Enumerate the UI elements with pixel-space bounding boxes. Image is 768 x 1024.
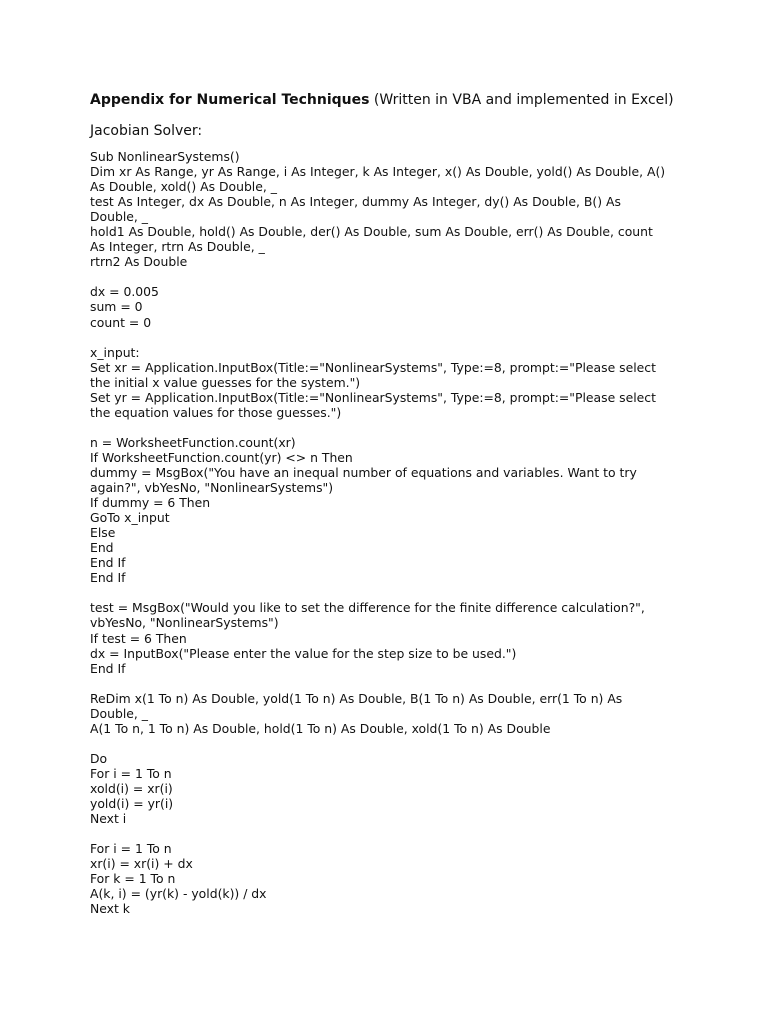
code-line: xold(i) = xr(i): [90, 780, 173, 796]
vba-code-block: [90, 149, 680, 916]
code-line: Do: [90, 750, 108, 766]
code-line: As Double, xold() As Double, _: [90, 179, 277, 195]
code-line: Dim xr As Range, yr As Range, i As Integer, k As Integer, x() As Double, yold() As Double, A(): [90, 164, 666, 180]
code-line: x_input:: [90, 344, 140, 360]
appendix-title: Appendix for Numerical Techniques: [90, 92, 370, 108]
code-line: n = WorksheetFunction.count(xr): [90, 434, 296, 450]
code-line: Else: [90, 525, 116, 541]
code-line: A(1 To n, 1 To n) As Double, hold(1 To n) As Double, xold(1 To n) As Double: [90, 720, 551, 736]
code-line: [90, 420, 680, 435]
code-line: For k = 1 To n: [90, 871, 176, 887]
code-line: [90, 269, 680, 284]
code-line: hold1 As Double, hold() As Double, der() As Double, sum As Double, err() As Double, count: [90, 224, 653, 240]
section-subheading: Jacobian Solver:: [90, 123, 203, 139]
code-line: dx = InputBox("Please enter the value for the step size to be used."): [90, 645, 517, 661]
document-page: [90, 0, 690, 1024]
code-line: GoTo x_input: [90, 510, 170, 526]
code-line: End: [90, 540, 114, 556]
code-line: If dummy = 6 Then: [90, 495, 211, 511]
code-line: yold(i) = yr(i): [90, 796, 174, 812]
code-line: As Integer, rtrn As Double, _: [90, 239, 265, 255]
code-line: count = 0: [90, 314, 152, 330]
code-line: vbYesNo, "NonlinearSystems"): [90, 615, 279, 631]
code-line: If WorksheetFunction.count(yr) <> n Then: [90, 449, 353, 465]
code-line: End If: [90, 660, 126, 676]
code-line: Set xr = Application.InputBox(Title:="NonlinearSystems", Type:=8, prompt:="Please select: [90, 359, 656, 375]
code-line: sum = 0: [90, 299, 143, 315]
code-line: test As Integer, dx As Double, n As Integer, dummy As Integer, dy() As Double, B() As: [90, 194, 621, 210]
code-line: dummy = MsgBox("You have an inequal number of equations and variables. Want to try: [90, 464, 637, 480]
code-line: Set yr = Application.InputBox(Title:="NonlinearSystems", Type:=8, prompt:="Please select: [90, 389, 656, 405]
code-line: xr(i) = xr(i) + dx: [90, 856, 193, 872]
code-line: Sub NonlinearSystems(): [90, 149, 240, 164]
code-line: Next k: [90, 901, 130, 917]
code-line: [90, 736, 680, 751]
code-line: the equation values for those guesses."): [90, 404, 342, 420]
code-line: Double, _: [90, 705, 148, 721]
code-line: For i = 1 To n: [90, 765, 172, 781]
code-line: Next i: [90, 811, 127, 827]
appendix-note: (Written in VBA and implemented in Excel): [369, 92, 674, 108]
code-line: End If: [90, 555, 126, 571]
code-line: rtrn2 As Double: [90, 254, 188, 270]
code-line: again?", vbYesNo, "NonlinearSystems"): [90, 480, 334, 496]
code-line: the initial x value guesses for the system."): [90, 374, 361, 390]
code-line: [90, 585, 680, 600]
code-line: [90, 826, 680, 841]
code-line: Double, _: [90, 209, 148, 225]
code-line: If test = 6 Then: [90, 630, 187, 646]
code-line: test = MsgBox("Would you like to set the difference for the finite difference calculation?",: [90, 600, 645, 616]
code-line: For i = 1 To n: [90, 841, 172, 857]
code-line: [90, 676, 680, 691]
code-line: [90, 330, 680, 345]
code-line: dx = 0.005: [90, 284, 159, 300]
code-line: ReDim x(1 To n) As Double, yold(1 To n) As Double, B(1 To n) As Double, err(1 To n) As: [90, 690, 623, 706]
code-line: A(k, i) = (yr(k) - yold(k)) / dx: [90, 886, 267, 902]
appendix-heading: [90, 91, 674, 109]
code-line: End If: [90, 570, 126, 586]
